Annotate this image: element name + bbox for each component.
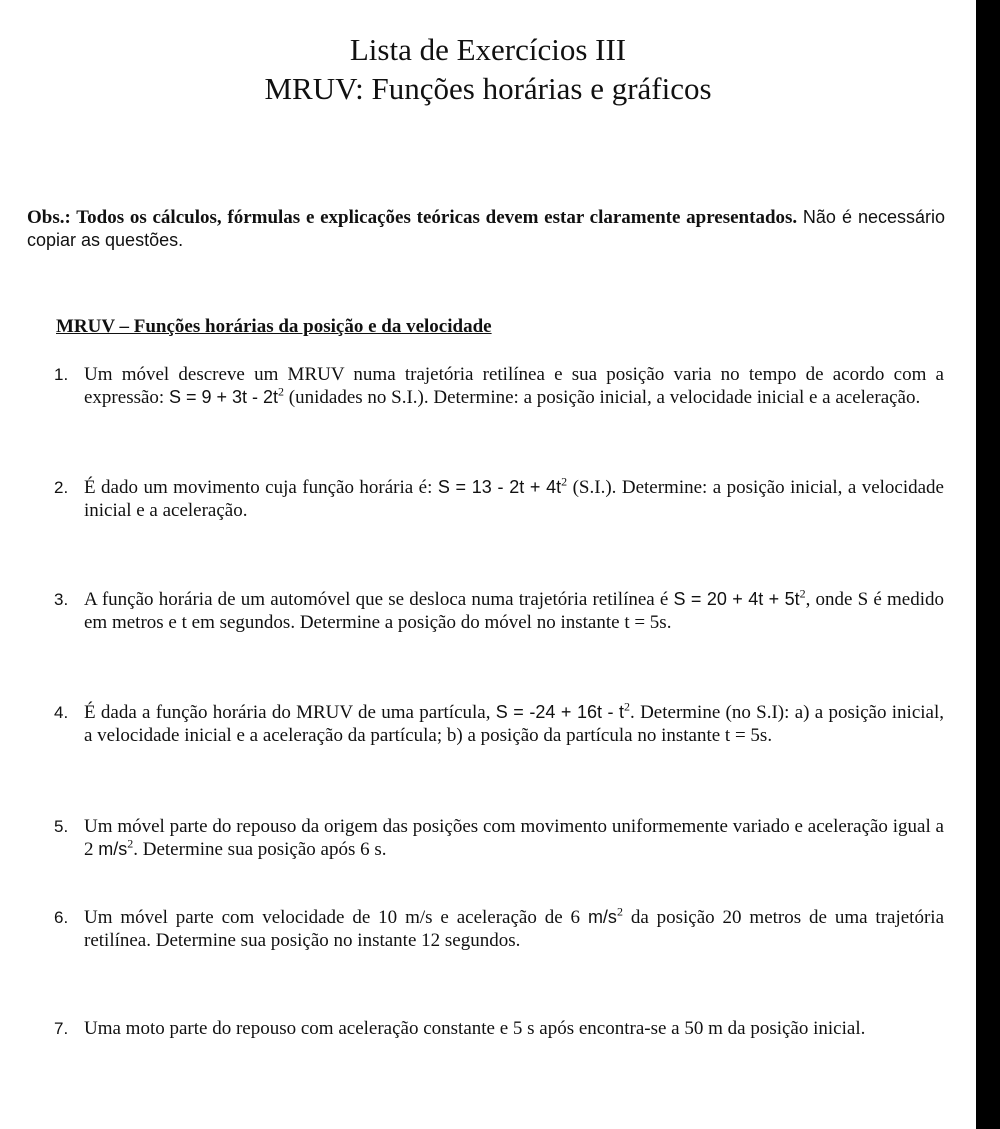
question-text: É dada a função horária do MRUV de uma partícula, $S = -24 + 16t - t^2$. Determine (no S.I): a) a posição inicial, a velocidade inicial e a aceleração da partícula; b) a posição da partícula no instante t = 5s.	[84, 699, 945, 746]
formula: m/s	[98, 839, 128, 859]
formula: m/s	[587, 907, 617, 927]
observation-note	[27, 206, 945, 252]
question-text: Um móvel parte do repouso da origem das posições com movimento uniformemente variado e aceleração igual a 2 $m/s^2$. Determine sua posição após 6 s.	[84, 816, 944, 860]
formula: S = 20 + 4t + 5t	[673, 589, 800, 609]
question-number: 6.	[54, 908, 69, 927]
question-number: 3.	[54, 590, 69, 609]
question-1	[54, 363, 944, 409]
formula: S = 9 + 3t - 2t	[168, 387, 279, 407]
title-line-1: Lista de Exercícios III	[349, 32, 627, 67]
question-number: 2.	[54, 478, 69, 497]
formula: S = -24 + 16t - t	[495, 702, 625, 722]
question-5	[54, 815, 944, 861]
question-text: Um móvel parte com velocidade de 10 m/s e aceleração de 6 $m/s^2$ da posição 20 metros de uma trajetória retilínea. Determine sua posição no instante 12 segundos.	[84, 904, 945, 951]
scroll-edge-bar	[976, 0, 1000, 1129]
question-number: 7.	[54, 1019, 69, 1038]
question-4	[54, 701, 944, 747]
question-2	[54, 476, 944, 522]
observation-rest: Não é necessário copiar as questões.	[27, 207, 945, 250]
question-number: 1.	[54, 365, 69, 384]
formula: S = 13 - 2t + 4t	[437, 477, 562, 497]
question-6	[54, 906, 944, 952]
question-text: É dado um movimento cuja função horária é: $S = 13 - 2t + 4t^2$ (S.I.). Determine: a posição inicial, a velocidade inicial e a aceleração.	[84, 474, 944, 521]
title-line-2: MRUV: Funções horárias e gráficos	[264, 71, 712, 106]
observation-lead: Obs.: Todos os cálculos, fórmulas e explicações teóricas devem estar claramente apresentados.	[27, 207, 798, 228]
question-7	[54, 1017, 944, 1040]
question-number: 5.	[54, 817, 69, 836]
question-text: Um móvel descreve um MRUV numa trajetória retilínea e sua posição varia no tempo de acordo com a expressão: $S = 9 + 3t - 2t^2$ (unidades no S.I.). Determine: a posição inicial, a velocidade inicial e a aceleração.	[84, 364, 944, 408]
question-text: Uma moto parte do repouso com aceleração constante e 5 s após encontra-se a 50 m da posição inicial.	[84, 1018, 866, 1039]
section-heading: MRUV – Funções horárias da posição e da velocidade	[56, 316, 492, 337]
question-3	[54, 588, 944, 634]
question-text: A função horária de um automóvel que se desloca numa trajetória retilínea é $S = 20 + 4t + 5t^2$, onde S é medido em metros e t em segundos. Determine a posição do móvel no instante t = 5s.	[84, 586, 944, 633]
question-number: 4.	[54, 703, 69, 722]
